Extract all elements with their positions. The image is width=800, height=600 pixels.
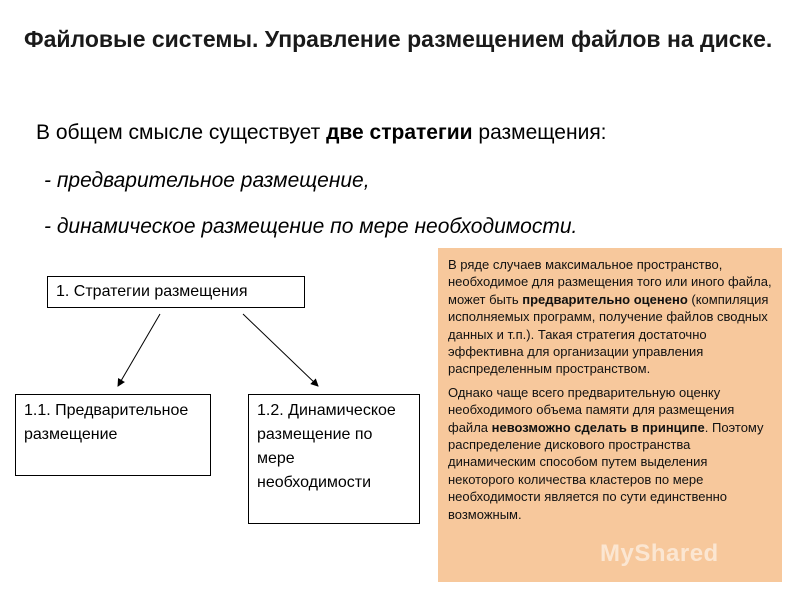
note-p1-text-a: В ряде случаев максимальное пространство, необходимое для размещения того или иного файла, может быть <box>448 257 772 307</box>
intro-text-before: В общем смысле существует <box>36 121 327 144</box>
bullet-preliminary: - предварительное размещение, <box>44 169 370 192</box>
explanation-note <box>438 248 782 582</box>
note-p2-text-a: Однако чаще всего предварительную оценку необходимого объема памяти для размещения файла <box>448 384 735 435</box>
diagram-left-child-box: 1.1. Предварительное размещение <box>15 394 211 476</box>
note-paragraph-1 <box>448 256 774 378</box>
intro-text-bold: две стратегии <box>326 121 473 144</box>
note-p2-bold: невозможно сделать в принципе <box>491 419 705 435</box>
arrow-to-right-child <box>243 314 318 386</box>
diagram-right-child-box: 1.2. Динамическое размещение по мере необходимости <box>248 394 420 524</box>
diagram-root-box: 1. Стратегии размещения <box>47 276 305 308</box>
arrow-to-left-child <box>118 314 160 386</box>
watermark-logo: MyShared <box>600 540 719 567</box>
intro-text-after: размещения: <box>472 121 607 144</box>
note-paragraph-2 <box>448 384 774 523</box>
note-p2-text-b: . Поэтому распределение дискового пространства динамическим способом путем выделения некоторого количества кластеров по мере необходимости является по сути единственно возможным. <box>448 419 764 522</box>
note-p1-bold: предварительно оценено <box>522 291 688 307</box>
slide-title: Файловые системы. Управление размещением файлов на диске. <box>24 26 773 52</box>
bullet-dynamic: - динамическое размещение по мере необходимости. <box>44 215 578 238</box>
note-p1-text-b: (компиляция исполняемых программ, получение файлов сводных данных и т.п.). Такая стратегия достаточно эффективна для организации управления распределенным пространством. <box>448 291 769 377</box>
